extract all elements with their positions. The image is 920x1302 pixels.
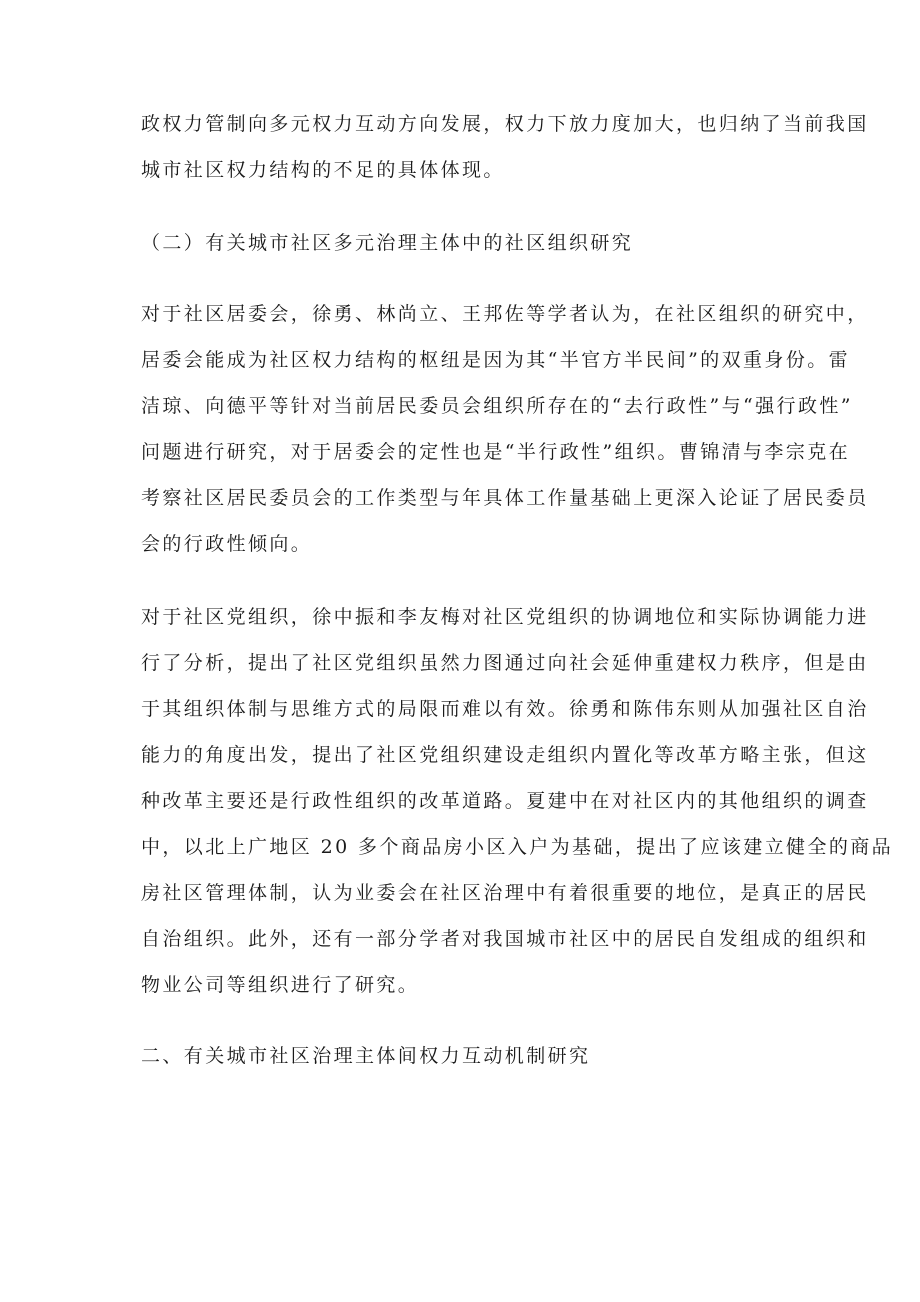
paragraph-line: 自治组织。此外，还有一部分学者对我国城市社区中的居民自发组成的组织和 [141, 928, 869, 950]
paragraph-line: 考察社区居民委员会的工作类型与年具体工作量基础上更深入论证了居民委员 [141, 487, 869, 509]
paragraph-line: 居委会能成为社区权力结构的枢纽是因为其“半官方半民间”的双重身份。雷 [141, 349, 851, 371]
paragraph-line: 问题进行研究，对于居委会的定性也是“半行政性”组织。曹锦清与李宗克在 [141, 441, 851, 463]
paragraph-line: 城市社区权力结构的不足的具体体现。 [141, 159, 505, 181]
paragraph-line: 对于社区党组织，徐中振和李友梅对社区党组织的协调地位和实际协调能力进 [141, 606, 869, 628]
paragraph-line: 能力的角度出发，提出了社区党组织建设走组织内置化等改革方略主张，但这 [141, 744, 869, 766]
paragraph-line: 行了分析，提出了社区党组织虽然力图通过向社会延伸重建权力秩序，但是由 [141, 652, 869, 674]
paragraph-line: 政权力管制向多元权力互动方向发展，权力下放力度加大，也归纳了当前我国 [141, 113, 869, 135]
paragraph-line: 会的行政性倾向。 [141, 533, 313, 555]
section-heading: （二）有关城市社区多元治理主体中的社区组织研究 [141, 232, 634, 254]
paragraph-line: 物业公司等组织进行了研究。 [141, 974, 420, 996]
paragraph-line: 对于社区居委会，徐勇、林尚立、王邦佐等学者认为，在社区组织的研究中， [141, 303, 869, 325]
paragraph-line: 房社区管理体制，认为业委会在社区治理中有着很重要的地位，是真正的居民 [141, 882, 869, 904]
paragraph-line: 中，以北上广地区 20 多个商品房小区入户为基础，提出了应该建立健全的商品 [141, 836, 894, 858]
paragraph-line: 于其组织体制与思维方式的局限而难以有效。徐勇和陈伟东则从加强社区自治 [141, 698, 869, 720]
section-heading: 二、有关城市社区治理主体间权力互动机制研究 [141, 1045, 591, 1067]
paragraph-line: 洁琼、向德平等针对当前居民委员会组织所存在的“去行政性”与“强行政性” [141, 395, 853, 417]
paragraph-line: 种改革主要还是行政性组织的改革道路。夏建中在对社区内的其他组织的调查 [141, 790, 869, 812]
